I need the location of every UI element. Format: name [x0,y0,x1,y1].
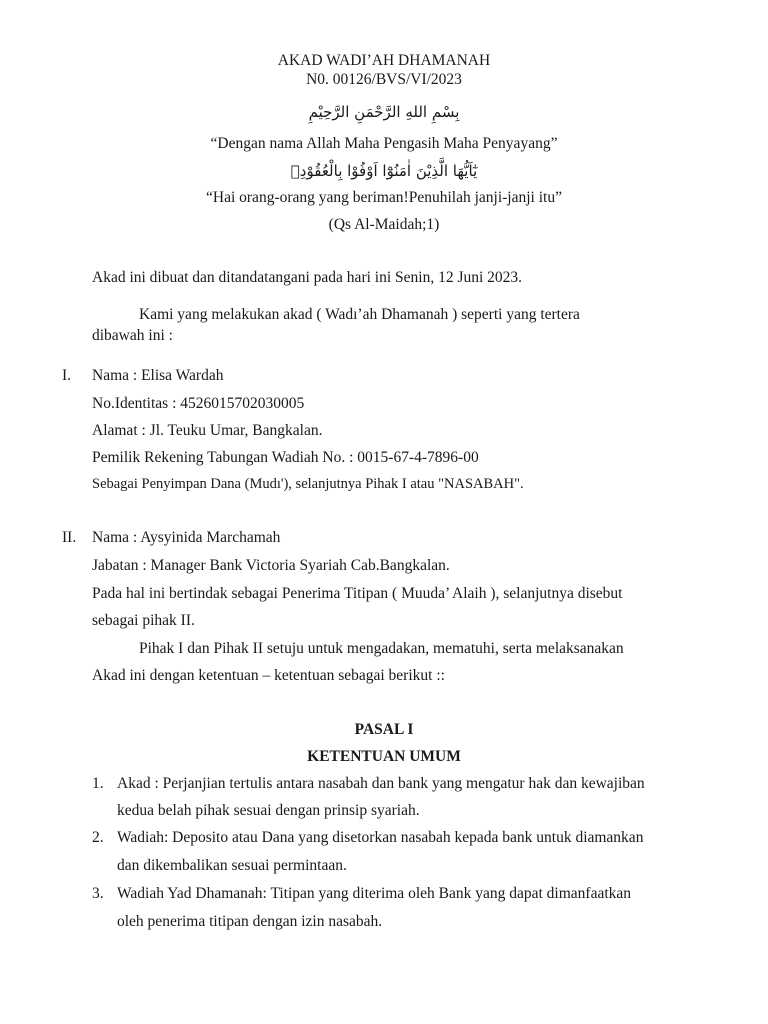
clause-line: Akad : Perjanjian tertulis antara nasabah dan bank yang mengatur hak dan kewajiban [117,775,645,792]
party2-role-line1: Pada hal ini bertindak sebagai Penerima Titipan ( Muuda’ Alaih ), selanjutnya disebut [92,585,623,602]
party2-position: Jabatan : Manager Bank Victoria Syariah Cab.Bangkalan. [92,557,450,574]
clause-number: 3. [92,885,104,902]
clause-number: 1. [92,775,104,792]
verse-translation: “Hai orang-orang yang beriman!Penuhilah janji-janji itu” [206,189,562,206]
parties-intro-line1: Kami yang melakukan akad ( Wadı’ah Dhamanah ) seperti yang tertera [139,306,580,323]
party1-account: Pemilik Rekening Tabungan Wadiah No. : 0015-67-4-7896-00 [92,449,479,466]
party1-numeral: I. [62,367,72,384]
agreement-line2: Akad ini dengan ketentuan – ketentuan sebagai berikut :: [92,667,445,684]
clause-line: Wadiah Yad Dhamanah: Titipan yang diterima oleh Bank yang dapat dimanfaatkan [117,885,632,902]
parties-intro-line2: dibawah ini : [92,327,173,344]
party1-address: Alamat : Jl. Teuku Umar, Bangkalan. [92,422,323,439]
party1-name: Nama : Elisa Wardah [92,367,224,384]
party1-role: Sebagai Penyimpan Dana (Mudı'), selanjutnya Pihak I atau "NASABAH". [92,476,524,492]
agreement-line1: Pihak I dan Pihak II setuju untuk mengadakan, mematuhi, serta melaksanakan [139,640,624,657]
document-title: AKAD WADI’AH DHAMANAH [277,52,491,69]
clause-number: 2. [92,829,104,846]
clause-line: oleh penerima titipan dengan izin nasabah. [117,913,383,930]
party2-role-line2: sebagai pihak II. [92,612,195,629]
intro-line: Akad ini dibuat dan ditandatangani pada hari ini Senin, 12 Juni 2023. [92,269,523,286]
basmalah-translation: “Dengan nama Allah Maha Pengasih Maha Penyayang” [210,135,558,152]
verse-arabic: يٰٓاَيُّهَا الَّذِيْنَ اٰمَنُوْٓا اَوْفُوْا بِالْعُقُوْدِۗ [290,162,478,180]
verse-reference: (Qs Al-Maidah;1) [328,216,440,233]
pasal-heading: PASAL I [354,721,414,738]
clause-line: kedua belah pihak sesuai dengan prinsip syariah. [117,802,420,819]
party2-name: Nama : Aysyinida Marchamah [92,529,281,546]
party2-numeral: II. [62,529,77,546]
pasal-subheading: KETENTUAN UMUM [307,748,461,765]
document-number: N0. 00126/BVS/VI/2023 [306,71,462,88]
clause-line: dan dikembalikan sesuai permintaan. [117,857,347,874]
basmalah-arabic: بِسْمِ اللهِ الرَّحْمَنِ الرَّحِيْمِ [308,103,460,121]
party1-id: No.Identitas : 4526015702030005 [92,395,305,412]
clause-line: Wadiah: Deposito atau Dana yang disetorkan nasabah kepada bank untuk diamankan [117,829,644,846]
